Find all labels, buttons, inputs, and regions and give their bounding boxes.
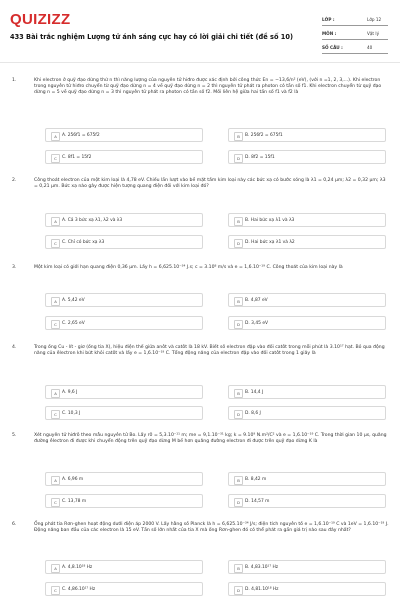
option-text: B. 4,83.10¹⁷ Hz bbox=[245, 564, 279, 570]
divider bbox=[322, 53, 388, 54]
option-a[interactable] bbox=[45, 213, 203, 227]
option-text: A. 4,8.10¹⁸ Hz bbox=[62, 564, 93, 570]
option-text: C. 10,3 J bbox=[62, 410, 81, 416]
option-b[interactable] bbox=[228, 560, 386, 574]
option-text: D. 8f2 = 15f1 bbox=[245, 154, 275, 160]
option-b[interactable] bbox=[228, 472, 386, 486]
option-letter: B bbox=[234, 389, 243, 398]
option-a[interactable] bbox=[45, 385, 203, 399]
option-letter: C bbox=[51, 586, 60, 595]
option-letter: A bbox=[51, 389, 60, 398]
option-text: C. 13,78 m bbox=[62, 498, 87, 504]
question-4 bbox=[12, 345, 390, 425]
option-text: C. 2,65 eV bbox=[62, 320, 85, 326]
option-letter: C bbox=[51, 154, 60, 163]
option-d[interactable] bbox=[228, 235, 386, 249]
option-b[interactable] bbox=[228, 293, 386, 307]
option-letter: C bbox=[51, 410, 60, 419]
question-6 bbox=[12, 522, 390, 600]
option-text: C. 4,86.10¹⁷ Hz bbox=[62, 586, 96, 592]
option-b[interactable] bbox=[228, 128, 386, 142]
class-label: LỚP : bbox=[322, 17, 335, 22]
question-number: 6. bbox=[12, 522, 17, 527]
option-a[interactable] bbox=[45, 293, 203, 307]
option-text: B. 4,87 eV bbox=[245, 297, 268, 303]
question-count-value: 40 bbox=[367, 45, 373, 50]
option-letter: D bbox=[234, 410, 243, 419]
option-letter: C bbox=[51, 239, 60, 248]
option-text: A. 6,96 m bbox=[62, 476, 84, 482]
option-letter: A bbox=[51, 132, 60, 141]
question-number: 3. bbox=[12, 265, 17, 270]
header-divider bbox=[0, 62, 400, 63]
page-header bbox=[0, 0, 400, 62]
question-text: Ống phát tia Rơn-ghen hoạt động dưới điện áp 2000 V. Lấy hằng số Planck là h = 6,625.10⁻³⁴ J/s; điện tích nguyên tố e = 1,6.10⁻¹⁹ C và 1eV = 1,6.10⁻¹⁹ J. Động năng ban đầu của các electron là 15 eV. Tần số lớn nhất của tia X mà ống Rơn-ghen đó có thể phát ra gần giá trị nào sau đây nhất? bbox=[34, 522, 389, 534]
question-number: 1. bbox=[12, 78, 17, 83]
question-text: Trong ống Cu - lít - giơ (ống tia X), hiệu điện thế giữa anôt và catôt là 18 kV. Biết số electron đập vào đối catôt trong mỗi phút là 3.10¹⁷ hạt. Bỏ qua động năng của êlectron khi bứt khỏi catôt và lấy e = 1,6.10⁻¹⁹ C. Tổng động năng của electron đập vào đối catôt trong 1 giây là bbox=[34, 345, 385, 357]
option-text: B. 14,4 J bbox=[245, 389, 264, 395]
divider bbox=[322, 25, 388, 26]
option-letter: C bbox=[51, 498, 60, 507]
question-number: 2. bbox=[12, 178, 17, 183]
option-letter: A bbox=[51, 564, 60, 573]
option-d[interactable] bbox=[228, 406, 386, 420]
class-value: Lớp 12 bbox=[367, 17, 382, 22]
subject-label: MÔN : bbox=[322, 31, 337, 36]
option-letter: B bbox=[234, 132, 243, 141]
quizizz-logo[interactable]: QUIZIZZ bbox=[10, 11, 71, 28]
option-text: A. 5,42 eV bbox=[62, 297, 85, 303]
option-c[interactable] bbox=[45, 150, 203, 164]
option-text: A. 256f1 = 675f2 bbox=[62, 132, 100, 138]
question-text: Một kim loại có giới hạn quang điện 0,36 μm. Lấy h = 6,625.10⁻³⁴ J.s; c = 3.10⁸ m/s và e = 1,6.10⁻¹⁹ C. Công thoát của kim loại này là bbox=[34, 265, 343, 270]
option-d[interactable] bbox=[228, 150, 386, 164]
question-3 bbox=[12, 265, 390, 335]
option-letter: D bbox=[234, 239, 243, 248]
option-text: B. Hai bức xạ λ1 và λ3 bbox=[245, 217, 295, 223]
option-d[interactable] bbox=[228, 582, 386, 596]
option-letter: D bbox=[234, 154, 243, 163]
option-text: D. Hai bức xạ λ1 và λ2 bbox=[245, 239, 295, 245]
question-text: Khi electron ở quỹ đạo dừng thứ n thì năng lượng của nguyên tử hiđro được xác định bởi công thức En = −13,6/n² (eV), (với n =1, 2, 3,...). Khi electron trong nguyên tử hiđro chuyển từ quỹ đạo dừng n = 4 về quỹ đạo dừng n = 2 thì nguyên tử phát ra photon có tần số f1. Khi electron chuyển từ quỹ đạo dừng n = 5 về quỹ đạo dừng n = 3 thì nguyên tử phát ra photon có tần số f2. Mối liên hệ giữa hai tần số f1 và f2 là bbox=[34, 78, 382, 96]
option-text: C. Chỉ có bức xạ λ3 bbox=[62, 239, 105, 245]
option-text: A. Cả 3 bức xạ λ1, λ2 và λ3 bbox=[62, 217, 123, 223]
question-1 bbox=[12, 78, 390, 188]
subject-value: Vật lý bbox=[367, 31, 380, 36]
divider bbox=[322, 39, 388, 40]
option-letter: C bbox=[51, 320, 60, 329]
option-b[interactable] bbox=[228, 385, 386, 399]
option-c[interactable] bbox=[45, 494, 203, 508]
option-b[interactable] bbox=[228, 213, 386, 227]
option-d[interactable] bbox=[228, 316, 386, 330]
option-letter: B bbox=[234, 297, 243, 306]
option-letter: A bbox=[51, 297, 60, 306]
option-c[interactable] bbox=[45, 235, 203, 249]
option-text: D. 4,81.10¹⁸ Hz bbox=[245, 586, 279, 592]
option-letter: B bbox=[234, 564, 243, 573]
option-c[interactable] bbox=[45, 316, 203, 330]
option-letter: D bbox=[234, 498, 243, 507]
option-letter: A bbox=[51, 476, 60, 485]
page-title: 433 Bài trắc nghiệm Lượng tử ánh sáng cực hay có lời giải chi tiết (đề số 10) bbox=[10, 33, 293, 41]
option-letter: B bbox=[234, 217, 243, 226]
option-text: B. 256f2 = 675f1 bbox=[245, 132, 283, 138]
option-d[interactable] bbox=[228, 494, 386, 508]
question-2 bbox=[12, 178, 390, 258]
option-text: A. 9,6 J bbox=[62, 389, 78, 395]
option-c[interactable] bbox=[45, 582, 203, 596]
option-a[interactable] bbox=[45, 472, 203, 486]
question-count-label: SỐ CÂU : bbox=[322, 45, 343, 50]
option-text: B. 8,42 m bbox=[245, 476, 267, 482]
question-text: Xét nguyên tử hiđrô theo mẫu nguyên tử Bo. Lấy r0 = 5,3.10⁻¹¹ m; me = 9,1.10⁻³¹ kg; k = 9.10⁹ N.m²/C² và e = 1,6.10⁻¹⁹ C. Trong thời gian 10 μs, quãng đường êlectron đi được khi chuyển động trên quỹ đạo dừng M bề hơn quãng đường electron đi được trên quỹ đạo dừng K là bbox=[34, 433, 387, 445]
option-c[interactable] bbox=[45, 406, 203, 420]
option-letter: B bbox=[234, 476, 243, 485]
option-a[interactable] bbox=[45, 560, 203, 574]
option-letter: D bbox=[234, 586, 243, 595]
option-text: D. 14,57 m bbox=[245, 498, 270, 504]
question-number: 4. bbox=[12, 345, 17, 350]
option-text: D. 3,45 eV bbox=[245, 320, 269, 326]
option-letter: A bbox=[51, 217, 60, 226]
question-number: 5. bbox=[12, 433, 17, 438]
option-a[interactable] bbox=[45, 128, 203, 142]
option-letter: D bbox=[234, 320, 243, 329]
question-5 bbox=[12, 433, 390, 513]
option-text: D. 8,6 J bbox=[245, 410, 261, 416]
question-text: Công thoát electron của một kim loại là 4,78 eV. Chiếu lần lượt vào bề mặt tấm kim loại này các bức xạ có bước sóng là λ1 = 0,24 μm; λ2 = 0,32 μm; λ3 = 0,21 μm. Bức xạ nào gây được hiện tượng quang điện đối với kim loại đó? bbox=[34, 178, 386, 190]
option-text: C. 8f1 = 15f2 bbox=[62, 154, 92, 160]
